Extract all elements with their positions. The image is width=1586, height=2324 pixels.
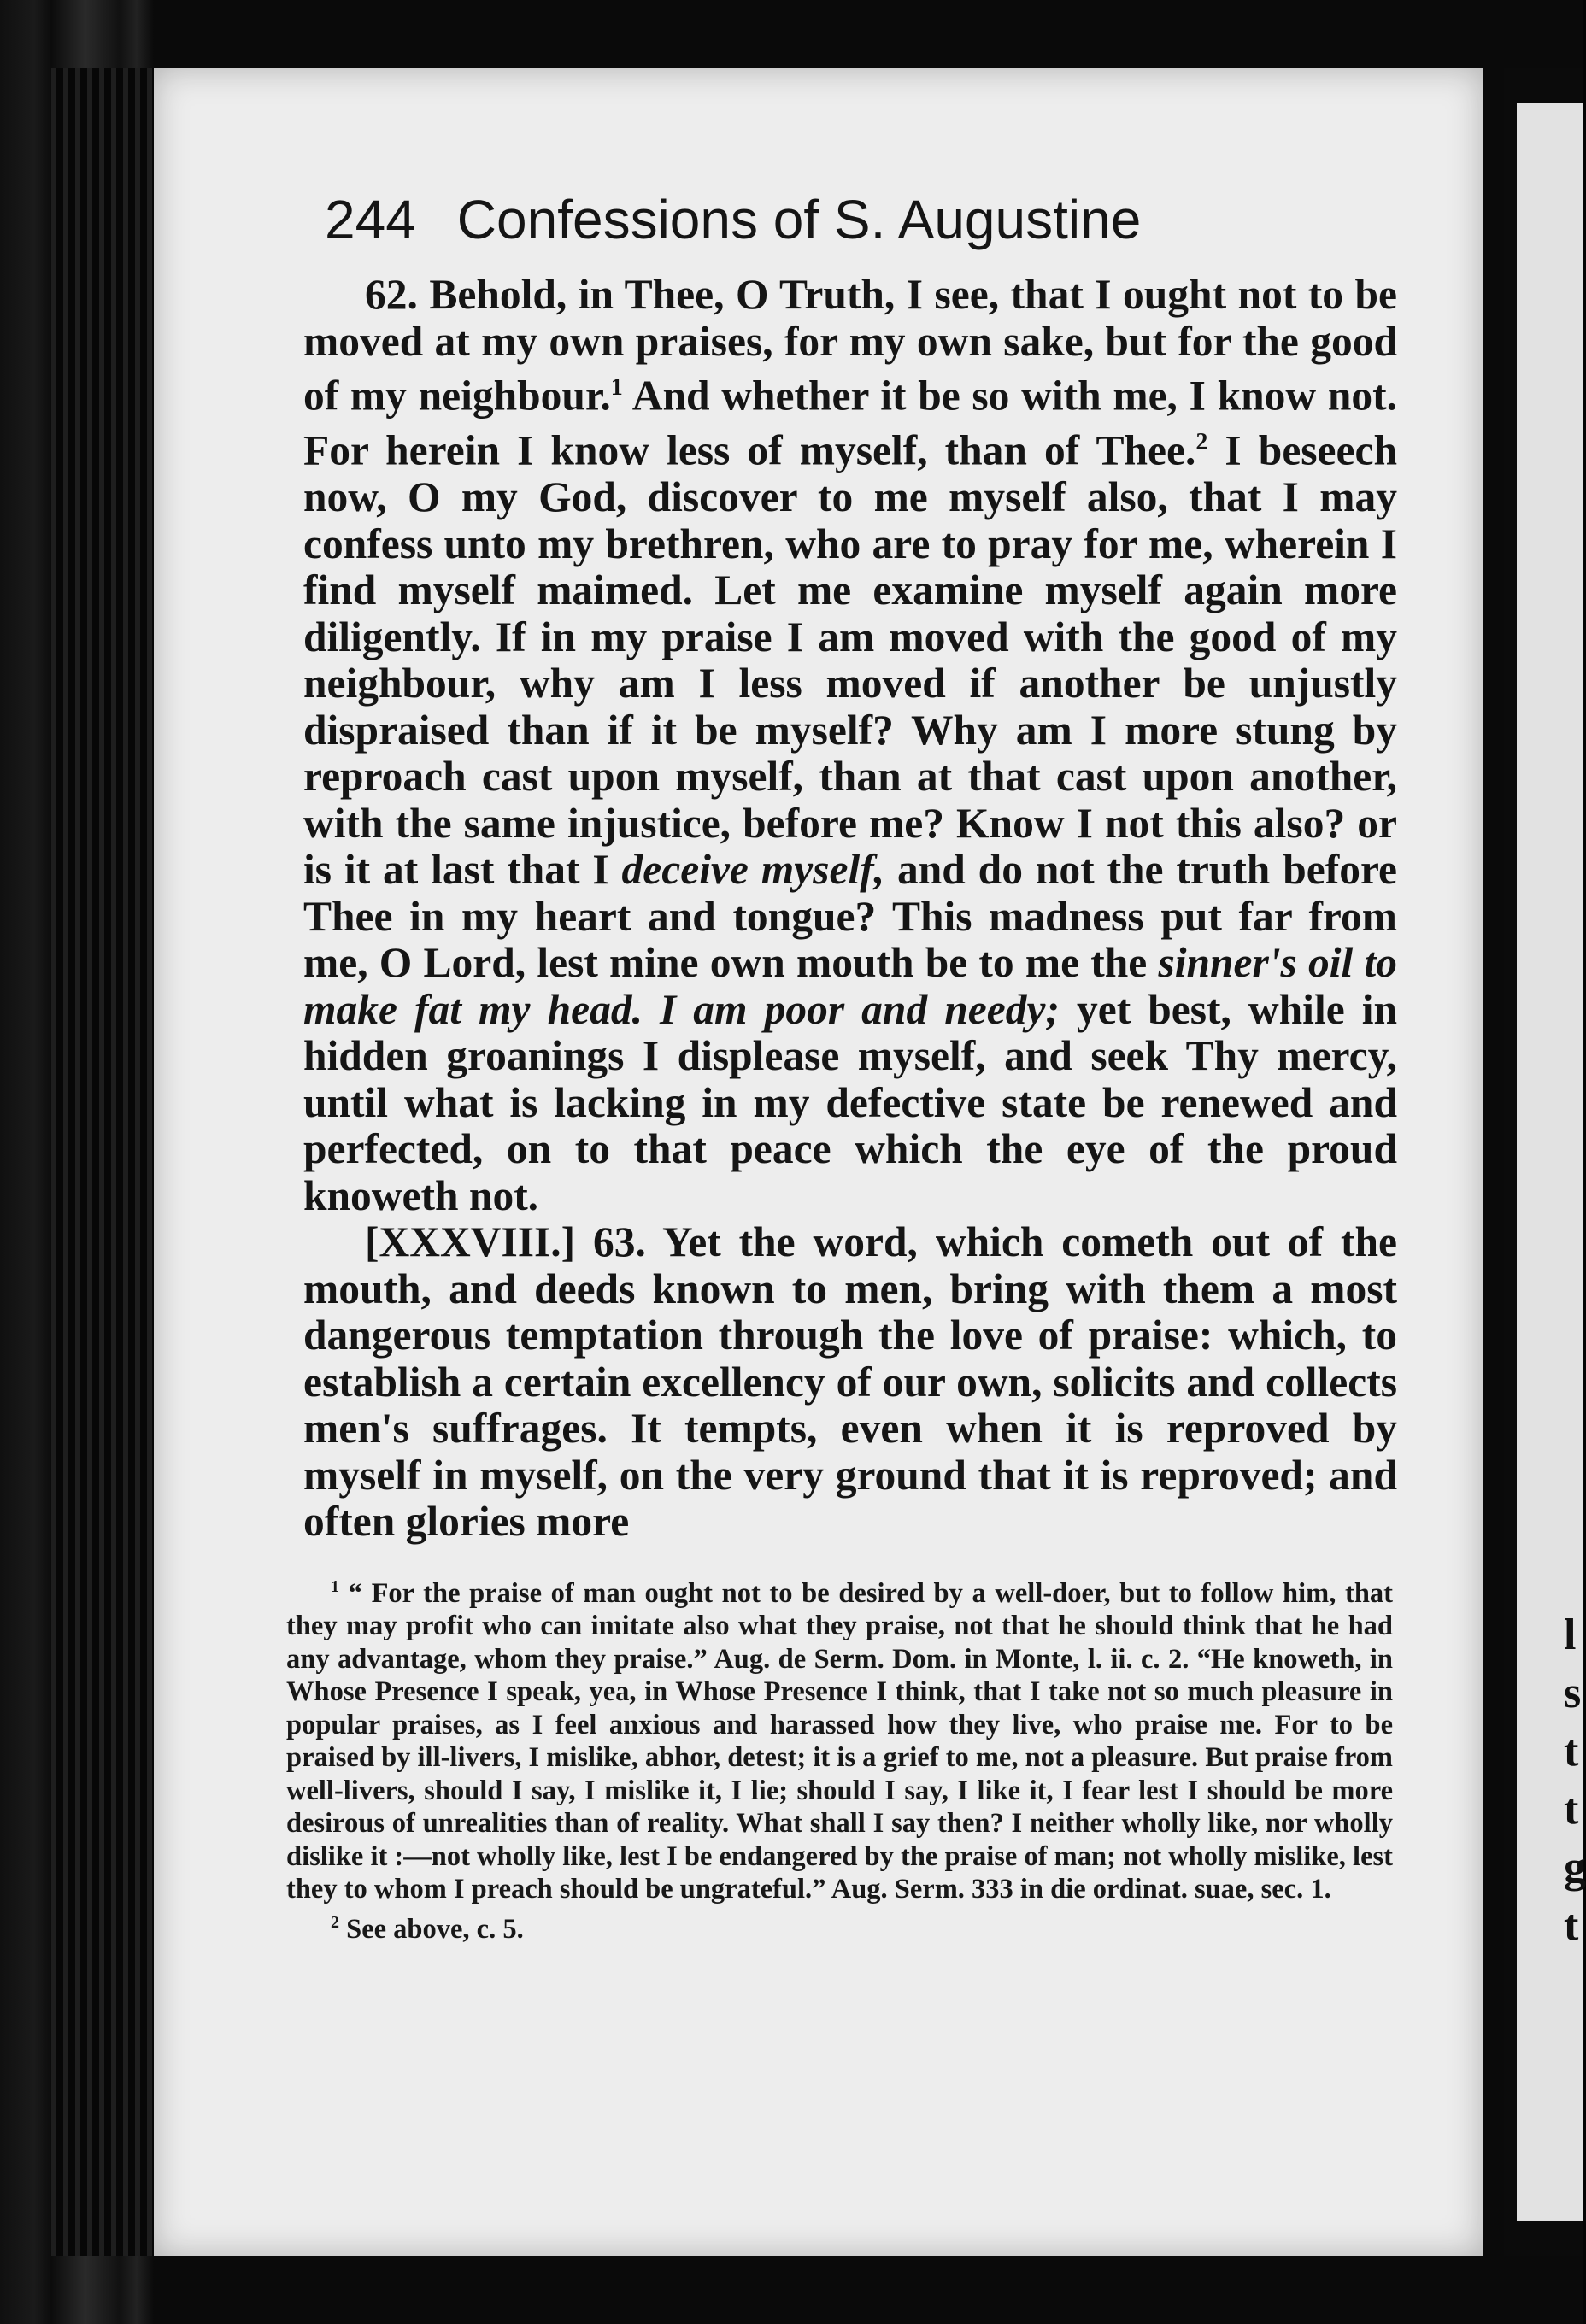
footnote-ref: 2 bbox=[1195, 429, 1208, 455]
text-run: And whether it be so with me, I know not. For herein I know less of myself, than of Thee. bbox=[303, 372, 1397, 474]
footnote-1 bbox=[286, 1570, 1393, 1906]
edge-glyph: l bbox=[1564, 1611, 1577, 1659]
footnotes bbox=[286, 1570, 1393, 1945]
edge-glyph: t bbox=[1564, 1727, 1579, 1775]
footnote-mark: 1 bbox=[331, 1577, 339, 1596]
main-text bbox=[303, 272, 1397, 1546]
text-run: and do not the truth before Thee in my heart and tongue? This madness put far from me, O Lord, lest mine own mouth be to me the bbox=[303, 846, 1397, 986]
paragraph-63: [XXXVIII.] 63. Yet the word, which cometh out of the mouth, and deeds known to men, bring with them a most dangerous temptation through the love of praise: which, to establish a certain excellency of our own, solicits and collects men's suffrages. It tempts, even when it is reproved by myself in myself, on the very ground that it is reproved; and often glories more bbox=[303, 1218, 1397, 1545]
footnote-mark: 2 bbox=[331, 1912, 339, 1932]
running-title: Confessions of S. Augustine bbox=[456, 189, 1142, 250]
paragraph-62 bbox=[303, 272, 1397, 1219]
text-run: yet best, while in hidden groanings I displease myself, and seek Thy mercy, until what is lacking in my defective state be renewed and perfected, on to that peace which the eye of the proud knoweth not. bbox=[303, 985, 1397, 1219]
page-header bbox=[325, 188, 1282, 251]
footnote-text: “ For the praise of man ought not to be desired by a well-doer, but to follow him, that they may profit who can imitate also what they praise, not that he should think that he had any advantage, whom they praise.” Aug. de Serm. Dom. in Monte, l. ii. c. 2. “He knoweth, in Whose Presence I speak, yea, in Whose Presence I think, that I take not so much pleasure in popular praises, as I feel anxious and harassed how they live, who praise me. For to be praised by ill-livers, I mislike, abhor, detest; it is a grief to me, not a pleasure. But praise from well-livers, should I say, I mislike it, I lie; should I say, I like it, I fear lest I should be more desirous of unrealities than of reality. What shall I say then? I neither wholly like, nor wholly dislike it :—not wholly like, lest I be endangered by the praise of man; not wholly mislike, lest they to whom I preach should be ungrateful.” Aug. Serm. 333 in die ordinat. suae, sec. 1. bbox=[286, 1577, 1393, 1905]
text-run: I beseech now, O my God, discover to me myself also, that I may confess unto my brethren, who are to pray for me, wherein I find myself maimed. Let me examine myself again more diligently. If in my praise I am moved with the good of my neighbour, why am I less moved if another be unjustly dispraised than if it be myself? Why am I more stung by reproach cast upon myself, than at that cast upon another, with the same injustice, before me? Know I not this also? or is it at last that I bbox=[303, 426, 1397, 893]
edge-glyph: g bbox=[1564, 1843, 1586, 1892]
page-number: 244 bbox=[325, 189, 416, 250]
edge-glyph: t bbox=[1564, 1901, 1579, 1950]
footnote-text: See above, c. 5. bbox=[339, 1913, 524, 1945]
footnote-ref: 1 bbox=[610, 374, 623, 401]
edge-glyph: s bbox=[1564, 1669, 1582, 1717]
italic-quote: deceive myself, bbox=[621, 846, 885, 893]
book-spine-edge bbox=[51, 68, 154, 2256]
text-run: 62. Behold, in Thee, O Truth, I see, that I ought not to be moved at my own praises, for my own sake, but for the good of my neighbour. bbox=[303, 271, 1397, 420]
italic-quote: sinner's oil to make fat my head. I am poor and needy; bbox=[303, 939, 1397, 1033]
footnote-2 bbox=[286, 1906, 1393, 1945]
edge-glyph: t bbox=[1564, 1785, 1579, 1834]
adjacent-page-letters bbox=[1564, 1606, 1586, 1955]
